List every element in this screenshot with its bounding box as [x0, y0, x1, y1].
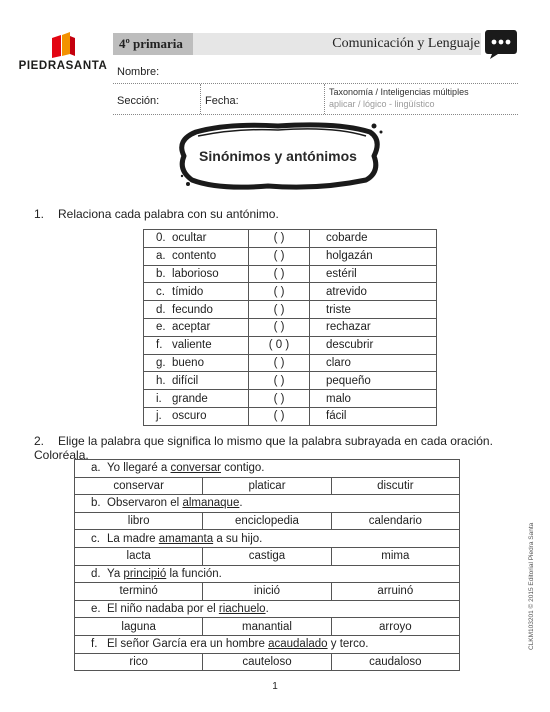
options-row [75, 583, 460, 601]
sentence-row: c. La madre amamanta a su hijo. [75, 530, 460, 548]
option-cell[interactable]: libro [75, 512, 203, 530]
table-row: 0. ocultar ( ) cobarde [144, 230, 437, 248]
options-row [75, 618, 460, 636]
answer-cell[interactable]: ( ) [249, 265, 310, 283]
exercise-1-instruction: 1. Relaciona cada palabra con su antónimo. [34, 207, 279, 221]
option-cell[interactable]: enciclopedia [203, 512, 331, 530]
section-field-label: Sección: [117, 95, 160, 107]
table-row: h. difícil ( ) pequeño [144, 372, 437, 390]
underlined-word: amamanta [158, 532, 214, 545]
option-cell[interactable]: lacta [75, 547, 203, 565]
sentence-row: e. El niño nadaba por el riachuelo. [75, 600, 460, 618]
divider [113, 114, 518, 115]
answer-cell[interactable]: ( ) [249, 301, 310, 319]
option-cell[interactable]: mima [331, 547, 459, 565]
sentence-row: f. El señor García era un hombre acaudalado y terco. [75, 635, 460, 653]
answer-cell[interactable]: ( ) [249, 247, 310, 265]
publisher-logo [18, 32, 108, 72]
table-row: b. laborioso ( ) estéril [144, 265, 437, 283]
answer-cell[interactable]: ( ) [249, 230, 310, 248]
taxonomy-sublabel: aplicar / lógico - lingüístico [329, 99, 435, 109]
grade-label: 4º primaria [113, 33, 193, 55]
antonym-table [143, 229, 437, 426]
answer-cell[interactable]: ( ) [249, 407, 310, 425]
underlined-word: conversar [170, 462, 222, 475]
option-cell[interactable]: manantial [203, 618, 331, 636]
divider [113, 83, 518, 84]
book-logo-icon [48, 32, 78, 58]
table-row: f. valiente ( 0 ) descubrir [144, 336, 437, 354]
chat-bubble-icon [484, 28, 518, 60]
option-cell[interactable]: arroyo [331, 618, 459, 636]
option-cell[interactable]: arruinó [331, 583, 459, 601]
answer-cell[interactable]: ( ) [249, 354, 310, 372]
option-cell[interactable]: caudaloso [331, 653, 459, 671]
divider [200, 84, 201, 114]
options-row [75, 512, 460, 530]
answer-cell[interactable]: ( ) [249, 372, 310, 390]
name-field-label: Nombre: [117, 66, 160, 78]
answer-cell[interactable]: ( ) [249, 283, 310, 301]
table-row: g. bueno ( ) claro [144, 354, 437, 372]
divider [324, 84, 325, 114]
date-field-label: Fecha: [205, 95, 239, 107]
sentence-row: d. Ya principió la función. [75, 565, 460, 583]
taxonomy-label: Taxonomía / Inteligencias múltiples [329, 87, 469, 97]
table-row: d. fecundo ( ) triste [144, 301, 437, 319]
table-row: j. oscuro ( ) fácil [144, 407, 437, 425]
option-cell[interactable]: discutir [331, 477, 459, 495]
options-row [75, 477, 460, 495]
option-cell[interactable]: inició [203, 583, 331, 601]
options-row [75, 653, 460, 671]
table-row: i. grande ( ) malo [144, 390, 437, 408]
page-number: 1 [272, 681, 278, 692]
option-cell[interactable]: laguna [75, 618, 203, 636]
underlined-word: riachuelo [218, 603, 266, 616]
option-cell[interactable]: platicar [203, 477, 331, 495]
sentence-row: a. Yo llegaré a conversar contigo. [75, 460, 460, 478]
underlined-word: acaudalado [268, 638, 328, 651]
option-cell[interactable]: castiga [203, 547, 331, 565]
option-cell[interactable]: calendario [331, 512, 459, 530]
table-row: a. contento ( ) holgazán [144, 247, 437, 265]
subject-label: Comunicación y Lenguaje [332, 36, 480, 51]
title-banner [168, 118, 388, 193]
synonym-table [74, 459, 460, 671]
sentence-row: b. Observaron el almanaque. [75, 495, 460, 513]
table-row: c. tímido ( ) atrevido [144, 283, 437, 301]
options-row [75, 547, 460, 565]
publisher-name: PIEDRASANTA [18, 60, 108, 72]
answer-cell[interactable]: ( ) [249, 318, 310, 336]
option-cell[interactable]: conservar [75, 477, 203, 495]
exercise-2-instruction: 2. Elige la palabra que significa lo mismo que la palabra subrayada en cada oración. Coloréala. [34, 434, 493, 462]
underlined-word: almanaque [182, 497, 240, 510]
option-cell[interactable]: rico [75, 653, 203, 671]
answer-cell[interactable]: ( ) [249, 390, 310, 408]
table-row: e. aceptar ( ) rechazar [144, 318, 437, 336]
page-title: Sinónimos y antónimos [199, 147, 357, 164]
underlined-word: principió [123, 567, 167, 580]
option-cell[interactable]: terminó [75, 583, 203, 601]
copyright-notice: CLKM103201 © 2015 Editorial Piedra Santa [528, 522, 535, 650]
answer-cell[interactable]: ( 0 ) [249, 336, 310, 354]
option-cell[interactable]: cauteloso [203, 653, 331, 671]
